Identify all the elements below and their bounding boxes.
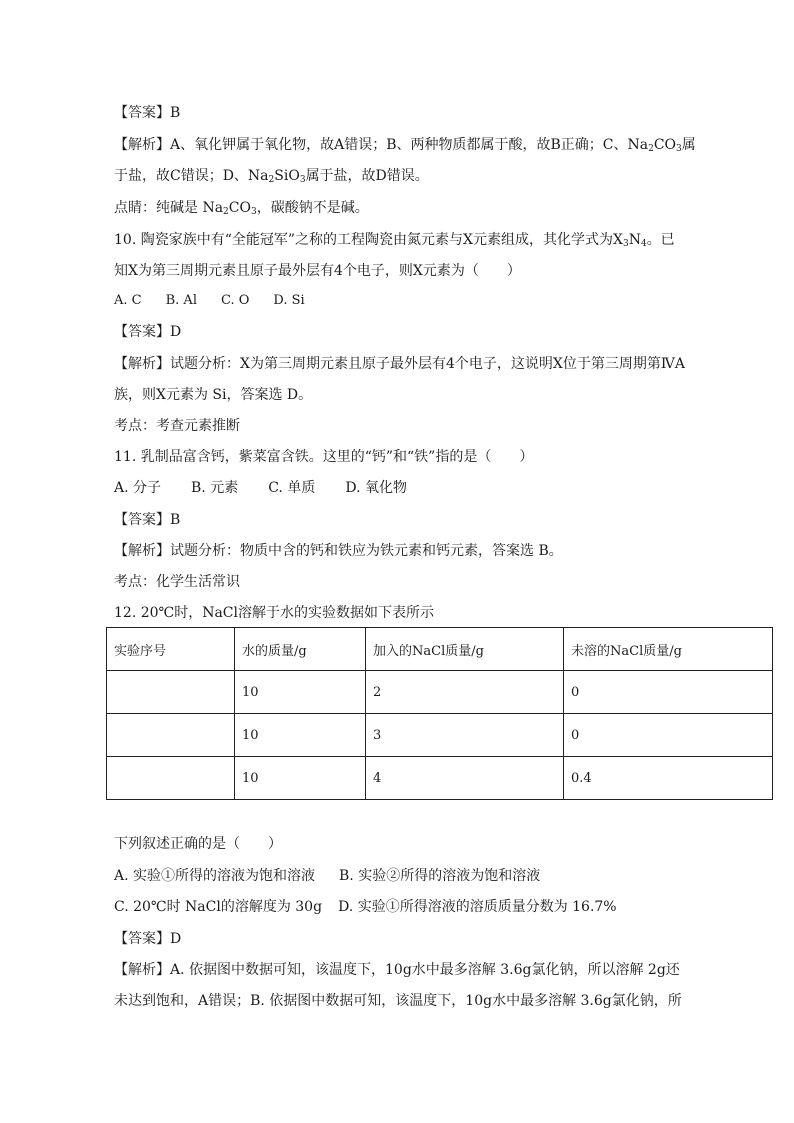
q12-option-c: C. 20℃时 NaCl的溶解度为 30g xyxy=(114,899,323,915)
q12-option-d: D. 实验①所得溶液的溶质质量分数为 16.7% xyxy=(338,899,617,915)
q11-options xyxy=(114,478,437,498)
q12-stem: 12. 20℃时，NaCl溶解于水的实验数据如下表所示 xyxy=(114,605,434,621)
table-header-cell: 加入的NaCl质量/g xyxy=(366,628,564,671)
q10-analysis-line1: 【解析】试题分析：X为第三周期元素且原子最外层有4个电子，这说明X位于第三周期第ⅣA xyxy=(114,356,685,372)
q10-point: 考点：考查元素推断 xyxy=(114,418,240,434)
q11-stem: 11. 乳制品富含钙，紫菜富含铁。这里的“钙”和“铁”指的是（ ） xyxy=(114,449,534,465)
q9-tip: 点睛：纯碱是 $Na_2CO_3$，碳酸钠不是碱。 xyxy=(114,200,369,217)
table-header-cell: 水的质量/g xyxy=(235,628,366,671)
q10-stem-line2: 知X为第三周期元素且原子最外层有4个电子，则X元素为（ ） xyxy=(114,263,521,279)
q10-stem-line1: 10. 陶瓷家族中有“全能冠军”之称的工程陶瓷由氮元素与X元素组成，其化学式为$X_3N_4$。已 xyxy=(114,232,675,249)
q12-prompt: 下列叙述正确的是（ ） xyxy=(114,836,282,852)
table-header-row xyxy=(107,628,773,671)
table-cell: 10 xyxy=(235,671,366,714)
table-row xyxy=(107,757,773,800)
table-cell: 0 xyxy=(564,671,773,714)
q11-option-a: A. 分子 xyxy=(114,480,162,496)
q9-analysis-line1: 【解析】A、氧化钾属于氧化物，故A错误；B、两种物质都属于酸，故B正确；C、$Na_2CO_3$属 xyxy=(114,137,696,154)
table-cell: 3 xyxy=(366,714,564,757)
q12-analysis-line1: 【解析】A. 依据图中数据可知，该温度下，10g水中最多溶解 3.6g氯化钠，所以溶解 2g还 xyxy=(114,962,680,978)
q12-analysis-line2: 未达到饱和，A错误；B. 依据图中数据可知，该温度下，10g水中最多溶解 3.6g氯化钠，所 xyxy=(114,993,682,1009)
q10-analysis-line2: 族，则X元素为 Si，答案选 D。 xyxy=(114,387,313,403)
table-cell xyxy=(107,757,235,800)
table-cell: 10 xyxy=(235,714,366,757)
table-header-cell: 未溶的NaCl质量/g xyxy=(564,628,773,671)
q12-option-b: B. 实验②所得的溶液为饱和溶液 xyxy=(339,868,541,884)
q10-option-d: D. Si xyxy=(273,293,305,308)
q12-options-row1 xyxy=(114,866,540,886)
table-cell: 2 xyxy=(366,671,564,714)
q11-answer: 【答案】B xyxy=(114,512,181,528)
q10-answer: 【答案】D xyxy=(114,324,182,340)
q10-options xyxy=(114,291,329,311)
q12-answer: 【答案】D xyxy=(114,931,182,947)
q10-option-c: C. O xyxy=(220,293,250,308)
q9-analysis-line2: 于盐，故C错误；D、$Na_2SiO_3$属于盐，故D错误。 xyxy=(114,168,429,185)
table-row xyxy=(107,714,773,757)
table-cell: 4 xyxy=(366,757,564,800)
table-cell xyxy=(107,671,235,714)
table-cell xyxy=(107,714,235,757)
table-header-cell: 实验序号 xyxy=(107,628,235,671)
q12-option-a: A. 实验①所得的溶液为饱和溶液 xyxy=(114,868,316,884)
table-row xyxy=(107,671,773,714)
q10-option-a: A. C xyxy=(114,293,142,308)
table-cell: 10 xyxy=(235,757,366,800)
nacl-data-table xyxy=(106,627,773,800)
q10-option-b: B. Al xyxy=(165,293,197,308)
q11-option-b: B. 元素 xyxy=(191,480,239,496)
table-cell: 0.4 xyxy=(564,757,773,800)
q12-options-row2 xyxy=(114,897,617,917)
q11-option-d: D. 氧化物 xyxy=(345,480,407,496)
q11-option-c: C. 单质 xyxy=(268,480,316,496)
q11-analysis: 【解析】试题分析：物质中含的钙和铁应为铁元素和钙元素，答案选 B。 xyxy=(114,543,563,559)
q11-point: 考点：化学生活常识 xyxy=(114,574,240,590)
q9-answer: 【答案】B xyxy=(114,105,181,121)
table-cell: 0 xyxy=(564,714,773,757)
